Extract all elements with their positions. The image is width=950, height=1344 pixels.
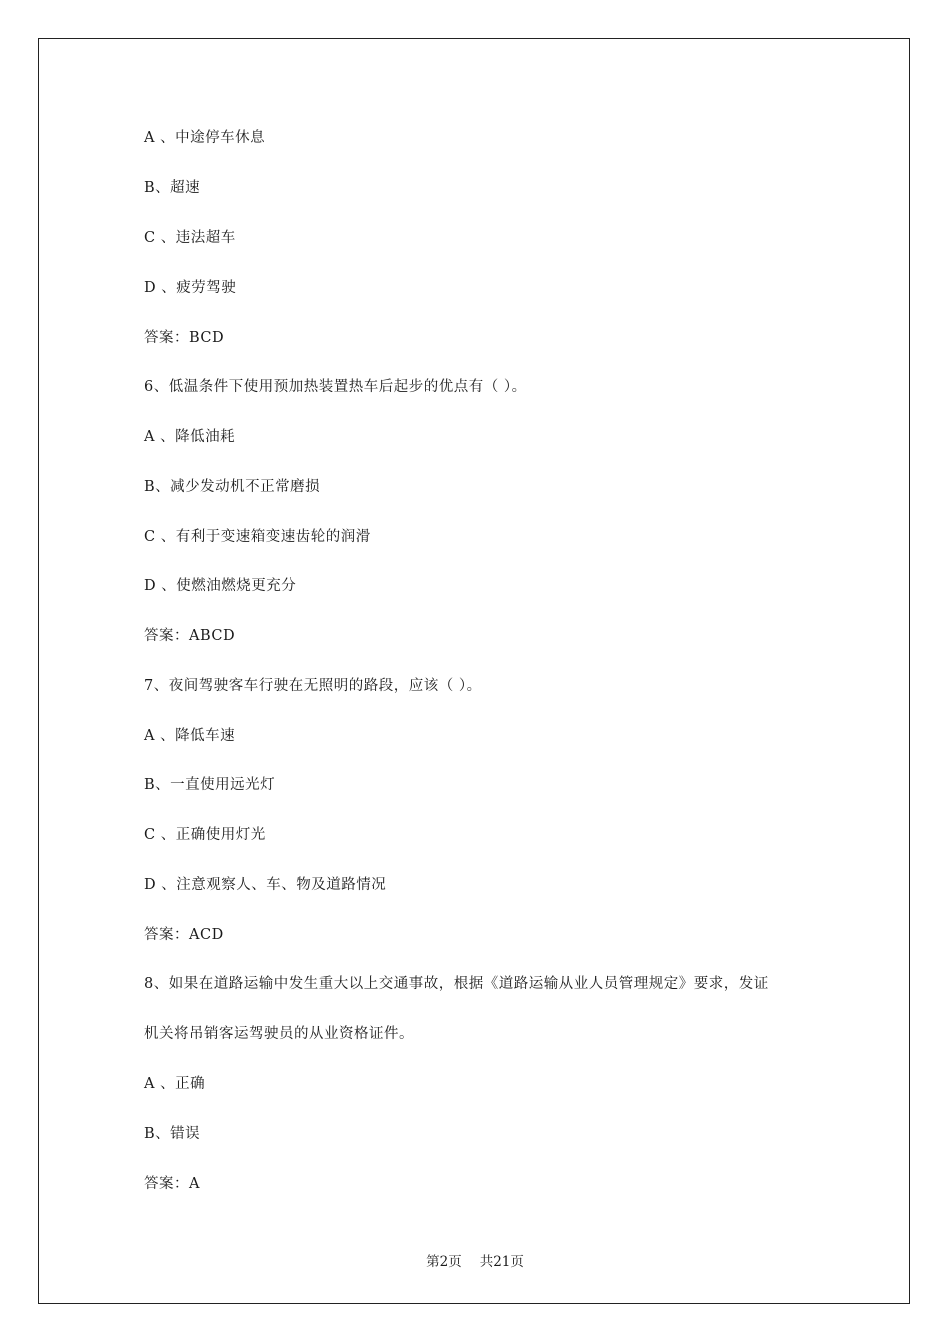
option-line: B、减少发动机不正常磨损	[144, 479, 321, 495]
option-line: B、错误	[144, 1126, 201, 1142]
option-line: A 、降低油耗	[144, 429, 236, 445]
option-line: C 、正确使用灯光	[144, 827, 266, 843]
question-line: 7、夜间驾驶客车行驶在无照明的路段，应该（ ）。	[144, 678, 482, 694]
answer-line: 答案：BCD	[144, 330, 225, 346]
option-line: A 、中途停车休息	[144, 130, 266, 146]
option-line: D 、疲劳驾驶	[144, 280, 237, 296]
question-line: 机关将吊销客运驾驶员的从业资格证件。	[144, 1026, 414, 1042]
page-footer	[0, 1250, 950, 1270]
question-line: 8、如果在道路运输中发生重大以上交通事故，根据《道路运输从业人员管理规定》要求，发证	[144, 976, 769, 992]
option-line: D 、注意观察人、车、物及道路情况	[144, 877, 387, 893]
option-line: D 、使燃油燃烧更充分	[144, 578, 297, 594]
question-line: 6、低温条件下使用预加热装置热车后起步的优点有（ ）。	[144, 379, 527, 395]
page-border	[38, 38, 910, 1304]
option-line: B、超速	[144, 180, 201, 196]
option-line: C 、有利于变速箱变速齿轮的润滑	[144, 529, 371, 545]
option-line: A 、正确	[144, 1076, 206, 1092]
page-number: 第2页	[426, 1254, 462, 1270]
option-line: C 、违法超车	[144, 230, 236, 246]
option-line: B、一直使用远光灯	[144, 777, 276, 793]
answer-line: 答案：ABCD	[144, 628, 236, 644]
page-total: 共21页	[479, 1254, 524, 1270]
option-line: A 、降低车速	[144, 728, 236, 744]
answer-line: 答案：A	[144, 1176, 200, 1192]
answer-line: 答案：ACD	[144, 927, 224, 943]
